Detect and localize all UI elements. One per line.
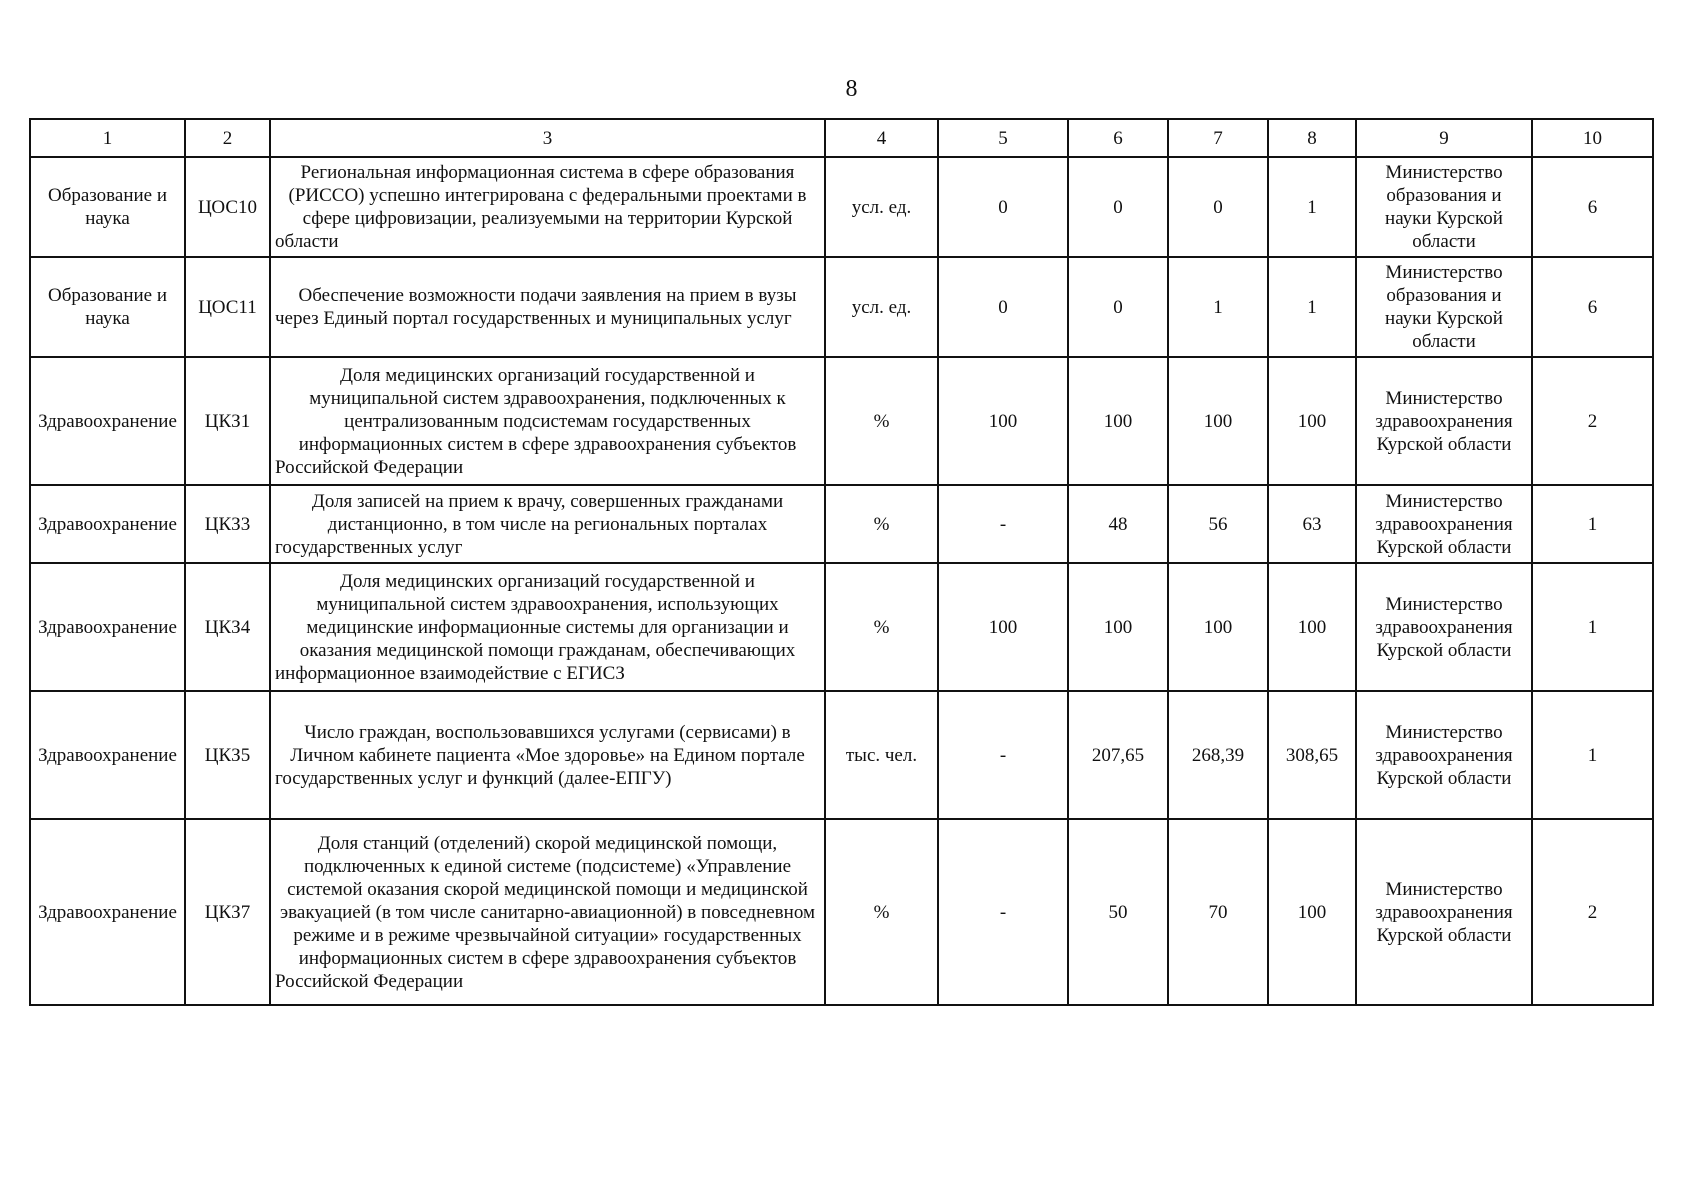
header-cell-1: 1 <box>30 119 185 157</box>
value-cell-6: 100 <box>1068 563 1168 691</box>
header-cell-4: 4 <box>825 119 938 157</box>
description-cell: Число граждан, воспользовавшихся услугами (сервисами) в Личном кабинете пациента «Мое здоровье» на Едином портале государственных услуг и функций (далее-ЕПГУ) <box>270 691 825 819</box>
value-cell-6: 100 <box>1068 357 1168 485</box>
value-cell-8: 308,65 <box>1268 691 1356 819</box>
header-cell-2: 2 <box>185 119 270 157</box>
code-cell: ЦКЗ5 <box>185 691 270 819</box>
value-cell-5: 0 <box>938 157 1068 257</box>
value-cell-6: 48 <box>1068 485 1168 563</box>
header-cell-7: 7 <box>1168 119 1268 157</box>
description-cell: Доля медицинских организаций государственной и муниципальной систем здравоохранения, использующих медицинские информационные системы для организации и оказания медицинской помощи гражданам, обеспечивающих информационное взаимодействие с ЕГИСЗ <box>270 563 825 691</box>
code-cell: ЦОС10 <box>185 157 270 257</box>
responsible-cell: Министерство здравоохранения Курской области <box>1356 819 1532 1005</box>
description-cell: Региональная информационная система в сфере образования (РИССО) успешно интегрирована с федеральными проектами в сфере цифровизации, реализуемыми на территории Курской области <box>270 157 825 257</box>
value-cell-5: 100 <box>938 563 1068 691</box>
description-cell: Доля записей на прием к врачу, совершенных гражданами дистанционно, в том числе на региональных порталах государственных услуг <box>270 485 825 563</box>
area-cell: Здравоохранение <box>30 357 185 485</box>
responsible-cell: Министерство здравоохранения Курской области <box>1356 563 1532 691</box>
value-cell-5: - <box>938 485 1068 563</box>
table-row <box>30 357 1653 485</box>
header-cell-5: 5 <box>938 119 1068 157</box>
value-cell-10: 1 <box>1532 485 1653 563</box>
value-cell-10: 2 <box>1532 357 1653 485</box>
value-cell-7: 100 <box>1168 563 1268 691</box>
area-cell: Здравоохранение <box>30 691 185 819</box>
unit-cell: % <box>825 563 938 691</box>
unit-cell: тыс. чел. <box>825 691 938 819</box>
unit-cell: усл. ед. <box>825 257 938 357</box>
header-cell-6: 6 <box>1068 119 1168 157</box>
table-row <box>30 691 1653 819</box>
value-cell-7: 56 <box>1168 485 1268 563</box>
header-cell-10: 10 <box>1532 119 1653 157</box>
table-row <box>30 157 1653 257</box>
code-cell: ЦКЗ7 <box>185 819 270 1005</box>
value-cell-8: 100 <box>1268 357 1356 485</box>
value-cell-7: 100 <box>1168 357 1268 485</box>
value-cell-6: 50 <box>1068 819 1168 1005</box>
value-cell-7: 0 <box>1168 157 1268 257</box>
value-cell-8: 100 <box>1268 563 1356 691</box>
page-number: 8 <box>845 76 858 102</box>
responsible-cell: Министерство здравоохранения Курской области <box>1356 357 1532 485</box>
value-cell-7: 1 <box>1168 257 1268 357</box>
code-cell: ЦКЗ1 <box>185 357 270 485</box>
code-cell: ЦКЗ3 <box>185 485 270 563</box>
unit-cell: % <box>825 819 938 1005</box>
table-row <box>30 257 1653 357</box>
value-cell-10: 1 <box>1532 563 1653 691</box>
header-row <box>30 119 1653 157</box>
value-cell-8: 100 <box>1268 819 1356 1005</box>
area-cell: Образование и наука <box>30 157 185 257</box>
value-cell-10: 6 <box>1532 157 1653 257</box>
code-cell: ЦКЗ4 <box>185 563 270 691</box>
value-cell-5: 100 <box>938 357 1068 485</box>
table-row <box>30 563 1653 691</box>
value-cell-6: 207,65 <box>1068 691 1168 819</box>
value-cell-10: 1 <box>1532 691 1653 819</box>
unit-cell: усл. ед. <box>825 157 938 257</box>
responsible-cell: Министерство здравоохранения Курской области <box>1356 485 1532 563</box>
value-cell-10: 2 <box>1532 819 1653 1005</box>
area-cell: Здравоохранение <box>30 819 185 1005</box>
value-cell-8: 1 <box>1268 257 1356 357</box>
responsible-cell: Министерство образования и науки Курской области <box>1356 257 1532 357</box>
indicators-table <box>29 118 1654 1006</box>
area-cell: Здравоохранение <box>30 485 185 563</box>
code-cell: ЦОС11 <box>185 257 270 357</box>
value-cell-10: 6 <box>1532 257 1653 357</box>
header-cell-3: 3 <box>270 119 825 157</box>
area-cell: Здравоохранение <box>30 563 185 691</box>
value-cell-6: 0 <box>1068 157 1168 257</box>
header-cell-8: 8 <box>1268 119 1356 157</box>
description-cell: Обеспечение возможности подачи заявления на прием в вузы через Единый портал государственных и муниципальных услуг <box>270 257 825 357</box>
header-cell-9: 9 <box>1356 119 1532 157</box>
unit-cell: % <box>825 357 938 485</box>
unit-cell: % <box>825 485 938 563</box>
value-cell-6: 0 <box>1068 257 1168 357</box>
area-cell: Образование и наука <box>30 257 185 357</box>
responsible-cell: Министерство образования и науки Курской области <box>1356 157 1532 257</box>
value-cell-5: 0 <box>938 257 1068 357</box>
value-cell-8: 1 <box>1268 157 1356 257</box>
table-row <box>30 819 1653 1005</box>
table-row <box>30 485 1653 563</box>
value-cell-5: - <box>938 819 1068 1005</box>
value-cell-8: 63 <box>1268 485 1356 563</box>
value-cell-7: 268,39 <box>1168 691 1268 819</box>
value-cell-7: 70 <box>1168 819 1268 1005</box>
value-cell-5: - <box>938 691 1068 819</box>
description-cell: Доля медицинских организаций государственной и муниципальной систем здравоохранения, подключенных к централизованным подсистемам государственных информационных систем в сфере здравоохранения субъектов Российской Федерации <box>270 357 825 485</box>
responsible-cell: Министерство здравоохранения Курской области <box>1356 691 1532 819</box>
description-cell: Доля станций (отделений) скорой медицинской помощи, подключенных к единой системе (подсистеме) «Управление системой оказания скорой медицинской помощи и медицинской эвакуацией (в том числе санитарно-авиационной) в повседневном режиме и в режиме чрезвычайной ситуации» государственных информационных систем в сфере здравоохранения субъектов Российской Федерации <box>270 819 825 1005</box>
